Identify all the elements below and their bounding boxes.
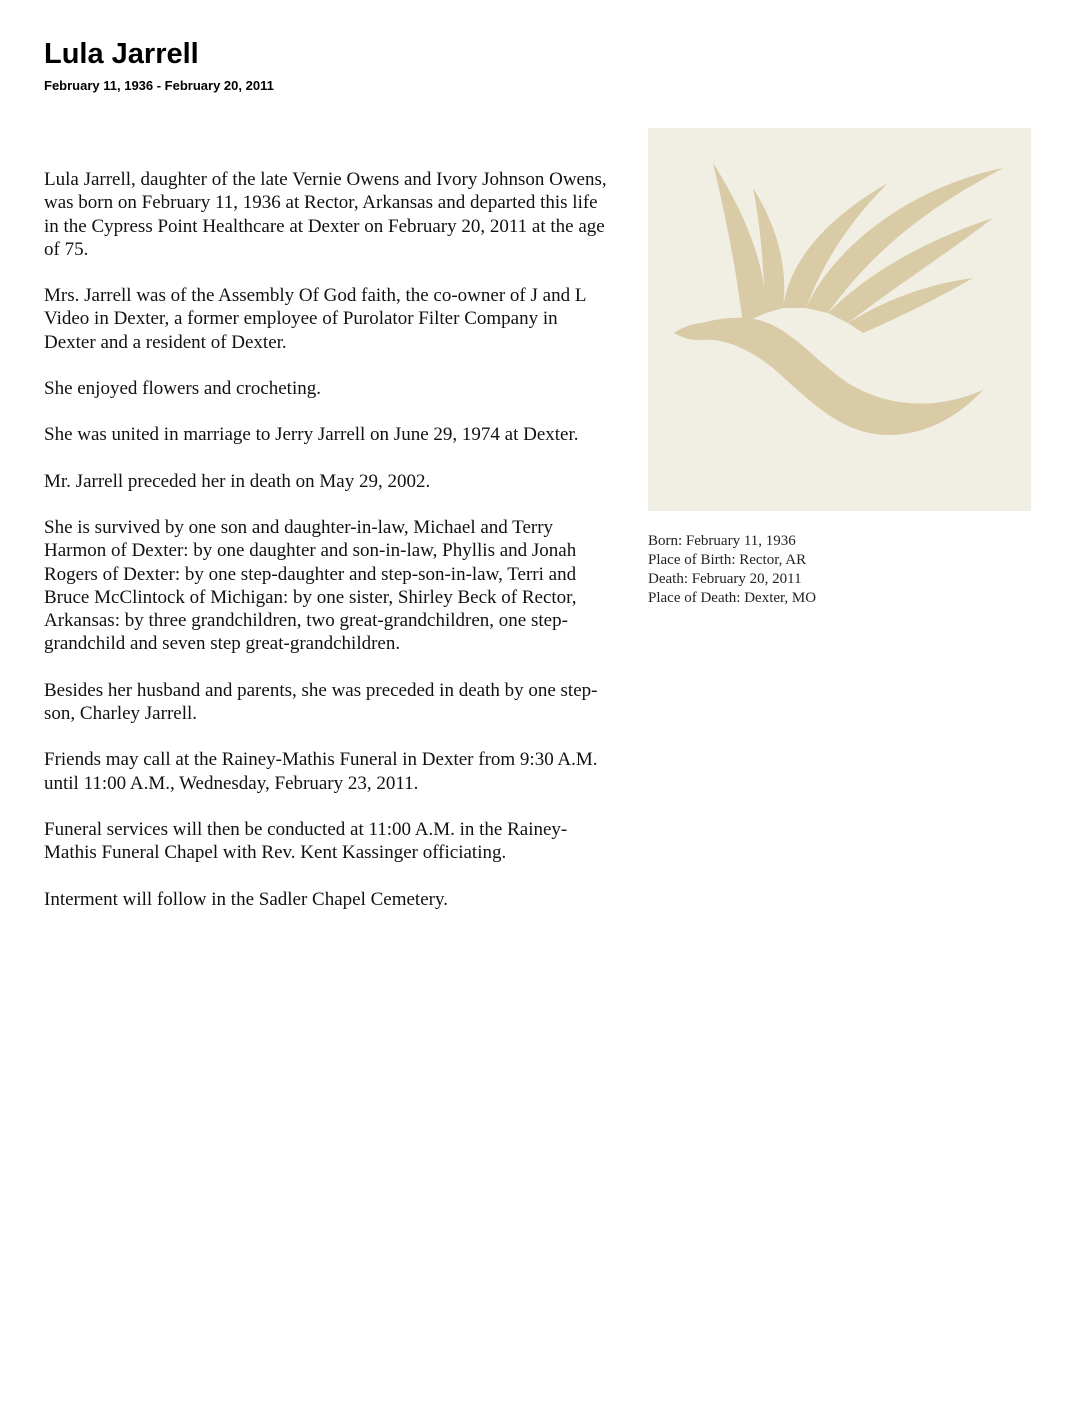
paragraph: She is survived by one son and daughter-in-law, Michael and Terry Harmon of Dexter: by one daughter and son-in-law, Phyllis and Jonah Rogers of Dexter: by one step-daughter and step-son-in-law, Terri and Bruce McClintock of Michigan: by one sister, Shirley Beck of Rector, Arkansas: by three grandchildren, two great-grandchildren, one step-grandchild and seven step great-grandchildren.	[44, 516, 577, 655]
dove-icon	[648, 128, 1031, 511]
place-of-birth-fact: Place of Birth: Rector, AR	[648, 552, 807, 568]
paragraph: Funeral services will then be conducted at 11:00 A.M. in the Rainey-Mathis Funeral Chapel with Rev. Kent Kassinger officiating.	[44, 818, 568, 864]
death-fact: Death: February 20, 2011	[648, 571, 802, 587]
paragraph: Interment will follow in the Sadler Chapel Cemetery.	[44, 888, 448, 910]
paragraph: Mrs. Jarrell was of the Assembly Of God faith, the co-owner of J and L Video in Dexter, a former employee of Purolator Filter Company in Dexter and a resident of Dexter.	[44, 285, 586, 353]
paragraph: Mr. Jarrell preceded her in death on May 29, 2002.	[44, 470, 431, 492]
paragraph: Lula Jarrell, daughter of the late Vernie Owens and Ivory Johnson Owens, was born on February 11, 1936 at Rector, Arkansas and departed this life in the Cypress Point Healthcare at Dexter on February 20, 2011 at the age of 75.	[44, 169, 607, 260]
place-of-death-fact: Place of Death: Dexter, MO	[648, 590, 817, 606]
paragraph: Friends may call at the Rainey-Mathis Funeral in Dexter from 9:30 A.M. until 11:00 A.M., Wednesday, February 23, 2011.	[44, 749, 598, 794]
dove-image	[648, 128, 1031, 511]
paragraph: She was united in marriage to Jerry Jarrell on June 29, 1974 at Dexter.	[44, 424, 579, 446]
born-fact: Born: February 11, 1936	[648, 533, 796, 549]
life-dates: February 11, 1936 - February 20, 2011	[44, 78, 274, 93]
obituary-body	[44, 168, 614, 934]
paragraph: Besides her husband and parents, she was preceded in death by one step-son, Charley Jarrell.	[44, 679, 598, 725]
facts-panel	[648, 532, 1048, 608]
obituary-header	[44, 36, 644, 95]
page-title: Lula Jarrell	[44, 38, 199, 70]
paragraph: She enjoyed flowers and crocheting.	[44, 378, 321, 400]
